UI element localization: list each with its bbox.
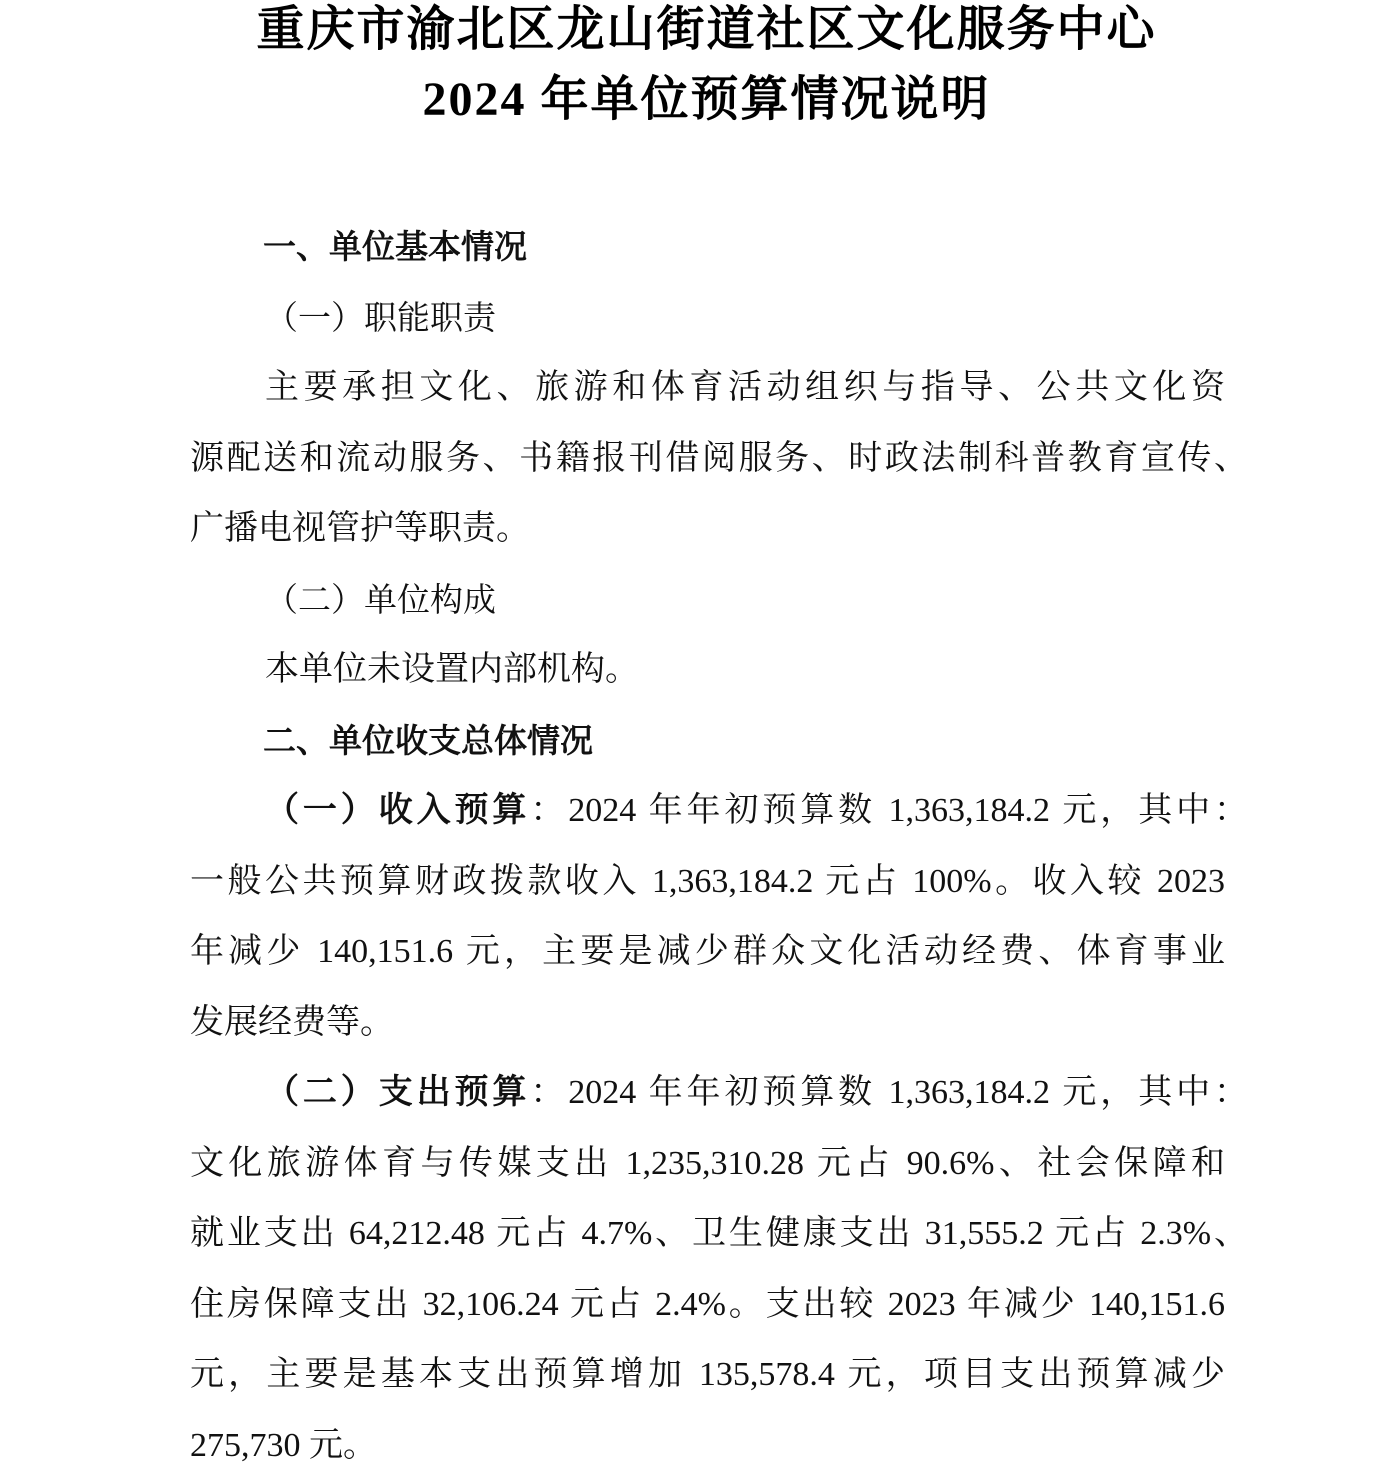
income-budget-label: （一）收入预算 <box>265 792 531 829</box>
paragraph-line: 文化旅游体育与传媒支出 1,235,310.28 元占 90.6%、社会保障和 <box>190 1144 1225 1182</box>
subheading-composition: （二）单位构成 <box>265 579 496 619</box>
income-budget-text: ：2024 年年初预算数 1,363,184.2 元，其中： <box>530 792 1249 829</box>
paragraph-line: 275,730 元。 <box>190 1426 377 1464</box>
section-heading-budget-overview: 二、单位收支总体情况 <box>263 720 593 760</box>
expense-budget-label: （二）支出预算 <box>265 1074 531 1111</box>
paragraph-line: 发展经费等。 <box>190 1003 394 1041</box>
document-body <box>190 223 1290 1470</box>
paragraph-line: 就业支出 64,212.48 元占 4.7%、卫生健康支出 31,555.2 元占 2.3%、 <box>190 1215 1248 1252</box>
paragraph-line: 广播电视管护等职责。 <box>190 510 530 547</box>
paragraph-line: 元，主要是基本支出预算增加 135,578.4 元，项目支出预算减少 <box>190 1356 1225 1393</box>
paragraph-line: 住房保障支出 32,106.24 元占 2.4%。支出较 2023 年减少 140,151.6 <box>190 1285 1225 1323</box>
paragraph-line: 源配送和流动服务、书籍报刊借阅服务、时政法制科普教育宣传、 <box>190 439 1248 477</box>
paragraph-line: 一般公共预算财政拨款收入 1,363,184.2 元占 100%。收入较 2023 <box>190 862 1225 900</box>
expense-budget-text: ：2024 年年初预算数 1,363,184.2 元，其中： <box>530 1074 1249 1111</box>
paragraph-line: 主要承担文化、旅游和体育活动组织与指导、公共文化资 <box>265 369 1225 406</box>
paragraph-line-income-start <box>190 787 1248 835</box>
subheading-functions: （一）职能职责 <box>265 297 496 337</box>
paragraph-line: 本单位未设置内部机构。 <box>265 651 639 688</box>
paragraph-line-expense-start <box>190 1069 1248 1117</box>
document-title-line-1: 重庆市渝北区龙山街道社区文化服务中心 <box>256 3 1157 56</box>
paragraph-line: 年减少 140,151.6 元，主要是减少群众文化活动经费、体育事业 <box>190 933 1225 970</box>
section-heading-basic-info: 一、单位基本情况 <box>263 227 527 266</box>
document-title-line-2: 2024 年单位预算情况说明 <box>422 73 991 126</box>
